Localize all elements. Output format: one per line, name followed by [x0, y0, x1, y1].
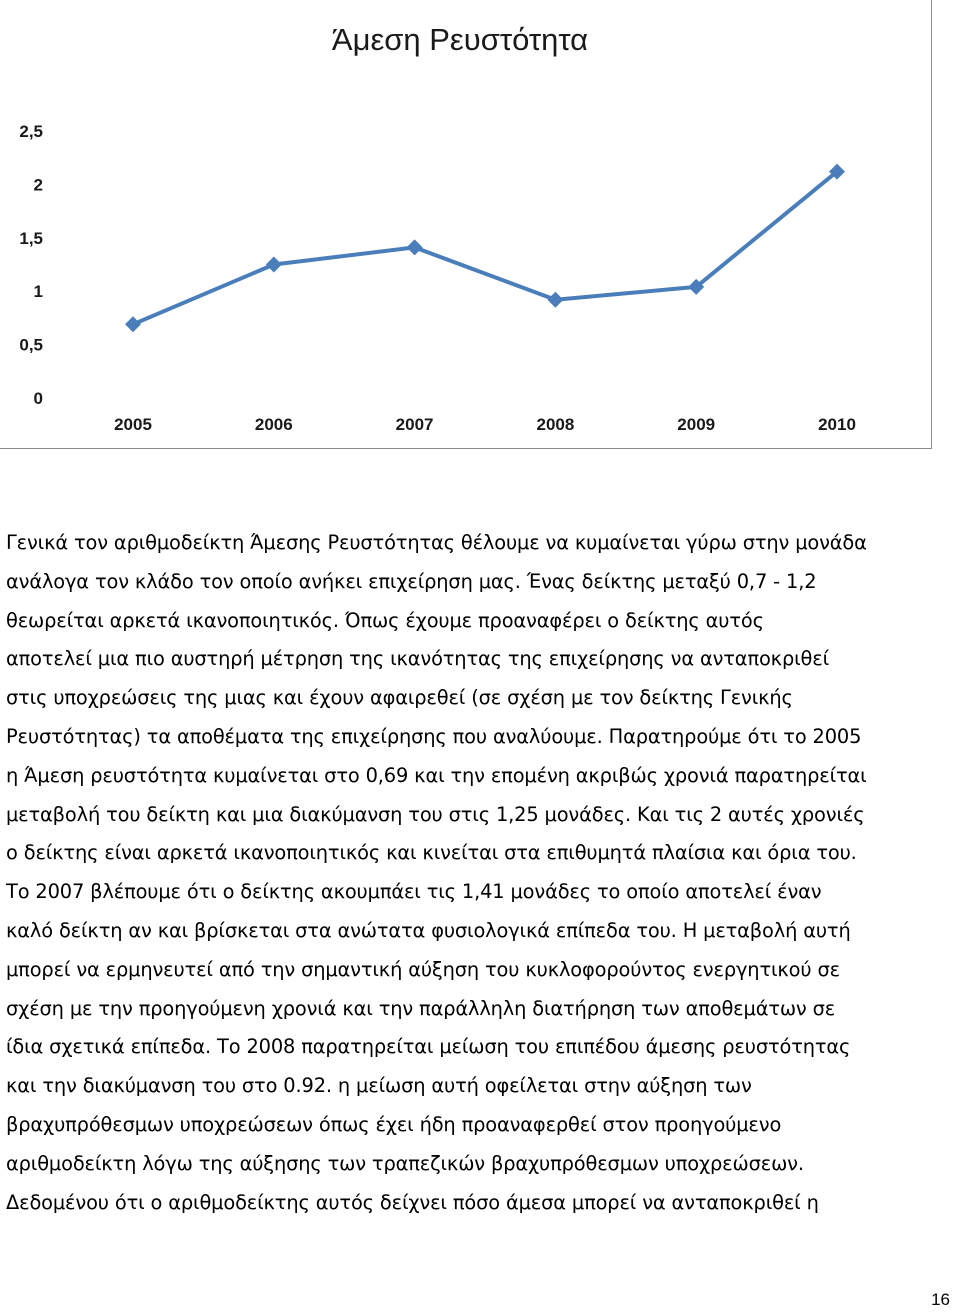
series-line: [133, 172, 837, 325]
y-tick-label: 2: [33, 175, 43, 195]
y-tick-label: 0: [33, 389, 43, 408]
text-line: και την διακύμανση του στο 0.92. η μείωση αυτή οφείλεται στην αύξηση των: [6, 1074, 752, 1098]
text-line: σχέση με την προηγούμενη χρονιά και την παράλληλη διατήρηση των αποθεμάτων σε: [6, 996, 836, 1020]
line-chart: [0, 0, 932, 449]
page-number: 16: [931, 1290, 950, 1309]
y-tick-label: 2,5: [19, 122, 43, 141]
text-line: Το 2007 βλέπουμε ότι ο δείκτης ακουμπάει τις 1,41 μονάδες το οποίο αποτελεί έναν: [6, 880, 822, 904]
text-line: στις υποχρεώσεις της μιας και έχουν αφαιρεθεί (σε σχέση με τον δείκτης Γενικής: [6, 686, 793, 710]
text-line: ο δείκτης είναι αρκετά ικανοποιητικός και κινείται στα επιθυμητά πλαίσια και όρια του.: [6, 841, 857, 865]
y-tick-label: 1: [33, 282, 43, 302]
text-line: μεταβολή του δείκτη και μια διακύμανση του στις 1,25 μονάδες. Και τις 2 αυτές χρονιές: [6, 802, 865, 826]
x-tick-label: 2008: [536, 415, 575, 434]
y-tick-label: 1,5: [19, 228, 43, 248]
text-line: ανάλογα τον κλάδο τον οποίο ανήκει επιχείρηση μας. Ένας δείκτης μεταξύ 0,7 - 1,2: [6, 569, 817, 593]
x-tick-label: 2009: [677, 415, 716, 434]
text-line: ίδια σχετικά επίπεδα. Το 2008 παρατηρείται μείωση του επιπέδου άμεσης ρευστότητας: [6, 1035, 851, 1059]
text-line: Ρευστότητας) τα αποθέματα της επιχείρησης που αναλύουμε. Παρατηρούμε ότι το 2005: [6, 724, 862, 748]
data-point-marker: [125, 316, 141, 332]
text-line: βραχυπρόθεσμων υποχρεώσεων όπως έχει ήδη προαναφερθεί στον προηγούμενο: [6, 1112, 782, 1136]
text-line: θεωρείται αρκετά ικανοποιητικός. Όπως έχουμε προαναφέρει ο δείκτης αυτός: [6, 608, 764, 632]
text-line: μπορεί να ερμηνευτεί από την σημαντική αύξηση του κυκλοφορούντος ενεργητικού σε: [6, 957, 840, 981]
x-tick-label: 2007: [395, 415, 434, 434]
y-axis-ticks: [19, 122, 43, 408]
text-line: αριθμοδείκτη λόγω της αύξησης των τραπεζικών βραχυπρόθεσμων υποχρεώσεων.: [6, 1151, 804, 1175]
series-layer: [125, 164, 845, 333]
x-tick-label: 2005: [114, 415, 152, 434]
y-tick-label: 0,5: [19, 335, 43, 355]
text-line: καλό δείκτη αν και βρίσκεται στα ανώτατα φυσιολογικά επίπεδα του. Η μεταβολή αυτή: [6, 918, 851, 942]
body-paragraph: [6, 524, 956, 1222]
x-tick-label: 2006: [254, 415, 293, 434]
chart-frame: [0, 0, 932, 449]
text-line: η Άμεση ρευστότητα κυμαίνεται στο 0,69 και την επομένη ακριβώς χρονιά παρατηρείται: [6, 763, 867, 787]
x-tick-label: 2010: [818, 415, 856, 434]
data-point-marker: [266, 257, 282, 273]
text-line: Δεδομένου ότι ο αριθμοδείκτης αυτός δείχνει πόσο άμεσα μπορεί να ανταποκριθεί η: [6, 1190, 819, 1214]
text-line: αποτελεί μια πιο αυστηρή μέτρηση της ικανότητας της επιχείρησης να ανταποκριθεί: [6, 647, 829, 671]
text-line: Γενικά τον αριθμοδείκτη Άμεσης Ρευστότητας θέλουμε να κυμαίνεται γύρω στην μονάδα: [6, 531, 867, 554]
x-axis-ticks: [114, 415, 856, 434]
data-point-marker: [407, 239, 423, 255]
chart-title: Άμεση Ρευστότητα: [331, 22, 589, 57]
data-point-marker: [547, 292, 563, 308]
